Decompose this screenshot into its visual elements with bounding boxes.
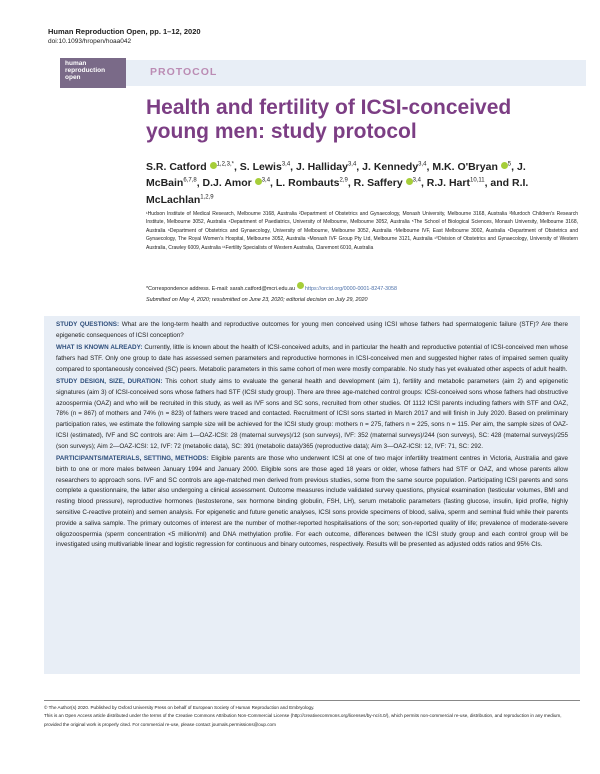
correspondence-text: *Correspondence address. E-mail: sarah.catford@mcri.edu.au <box>146 286 295 292</box>
license-text: This is an Open Access article distributed under the terms of the Creative Commons Attribution Non-Commercial License (http://creativecommons.org/licenses/by-nc/4.0/), which permits non-commercial re-use, distribution, and reproduction in any medium, provided the original work is properly cited. For commercial re-use, please contact journals.permissions@oup.com <box>44 713 562 727</box>
abstract-paragraph <box>56 377 568 453</box>
author-affiliation-marker: 6,7,8 <box>183 177 197 184</box>
abstract-paragraph <box>56 343 568 375</box>
author-name: J. Kennedy <box>362 160 419 173</box>
orcid-link[interactable]: https://orcid.org/0000-0001-8247-3058 <box>305 286 398 292</box>
author-affiliation-marker: 10,11 <box>469 177 485 184</box>
logo-line: open <box>65 74 81 81</box>
author <box>362 161 429 173</box>
footer-divider <box>44 700 580 701</box>
author-affiliation-marker: 3,4 <box>418 161 427 167</box>
author-name: S. Lewis <box>239 160 282 173</box>
author-separator: , <box>196 177 200 189</box>
author-affiliation-marker: 3,4 <box>261 177 271 184</box>
author <box>296 161 359 173</box>
orcid-icon[interactable] <box>406 178 413 185</box>
author-affiliation-marker: 3,4 <box>412 177 421 184</box>
author-affiliation-marker: 2,9 <box>339 177 348 184</box>
author-affiliation-marker: 1,2,9 <box>200 194 214 200</box>
abstract-text: This cohort study aims to evaluate the general health and development (aim 1), fertility and metabolic parameters (aim 2) and epigenetic signatures (aim 3) of ICSI-conceived sons whose fathers had STF (ICSI study group). There are three age-matched control groups: ICSI-conceived sons whose fathers had obstructive azoospermia (OAZ) and who will be recruited in this study, as well as IVF sons and SC sons, recruited from other studies. Of 1112 ICSI parents including fathers with STF and OAZ, 78% (n = 867) of mothers and 74% (n = 823) of fathers were traced and contacted. Recruitment of ICSI sons started in March 2017 and will finish in July 2020. Based on preliminary participation rates, we estimate the following sample size will be achieved for the ICSI study group: mothers n = 275, fathers n = 225, sons n = 115. Per aim, the sample sizes of OAZ-ICSI (estimated), IVF and SC controls are: Aim 1—OAZ-ICSI: 28 (maternal surveys)/12 (son surveys), IVF: 352 (maternal surveys)/244 (son surveys), SC: 428 (maternal surveys)/255 (son surveys); Aim 2—OAZ-ICSI: 12, IVF: 72 (metabolic data), SC: 391 (metabolic data)/365 (reproductive data); Aim 3—OAZ-ICSI: 12, IVF: 71, SC: 292. <box>56 377 568 450</box>
author-name: J. Halliday <box>296 160 348 173</box>
author-separator: , <box>356 160 360 173</box>
author-affiliation-marker: 1,2,3,* <box>216 161 234 167</box>
author-separator: , <box>233 160 237 173</box>
orcid-icon[interactable] <box>255 178 262 185</box>
abstract-paragraph <box>56 454 568 551</box>
author <box>427 177 509 189</box>
author-name: J. McBain <box>146 160 526 189</box>
author-name: L. Rombauts <box>275 177 340 189</box>
author <box>240 161 293 173</box>
copyright-line: © The Author(s) 2020. Published by Oxford University Press on behalf of European Society of Human Reproduction and Embryology. <box>44 705 315 710</box>
author-separator: , <box>290 160 294 173</box>
orcid-icon[interactable] <box>210 162 217 169</box>
author <box>354 177 424 189</box>
author-name: D.J. Amor <box>202 177 252 189</box>
author-affiliation-marker: 3,4 <box>281 161 291 167</box>
author-separator: , <box>420 177 424 189</box>
abstract-label: STUDY DESIGN, SIZE, DURATION: <box>56 377 163 385</box>
author-list <box>146 157 576 207</box>
author <box>203 177 273 189</box>
author-separator: , <box>270 177 273 189</box>
author-name: M.K. O'Bryan <box>432 160 498 173</box>
author-affiliation-marker: 5 <box>507 161 512 167</box>
author-name: R.J. Hart <box>426 177 470 189</box>
abstract-text: Eligible parents are those who underwent ICSI at one of two major infertility treatment centres in Victoria, Australia and gave birth to one or more males between January 1994 and January 2000. Eligible sons are those aged 18 years or older, whose fathers had STF or OAZ, and whose parents allow researchers to approach sons. IVF and SC controls are age-matched men derived from previous studies, some from the same source population. Participating ICSI parents and sons complete a questionnaire, the latter also undergoing a clinical assessment. Outcome measures include validated survey questions, physical examination (testicular volumes, BMI and resting blood pressure), reproductive hormones (testosterone, sex hormone binding globulin, FSH, LH), serum metabolic parameters (fasting glucose, insulin, lipid profile, highly sensitive C-reactive protein) and semen analysis. For epigenetic and future genetic analyses, ICSI sons provide specimens of blood, saliva, sperm and seminal fluid while their parents provide a saliva sample. The primary outcomes of interest are the number of mother-reported hospitalisations of the son; son-reported quality of life; prevalence of moderate-severe oligozoospermia (sperm concentration <5 million/ml) and DNA methylation profile. For each outcome, differences between the ICSI study group and each control group will be investigated using multivariable linear and logistic regression for continuous and binary outcomes, respectively. Results will be presented as adjusted odds ratios and 95% CIs. <box>56 455 569 549</box>
author-separator: , <box>511 160 515 173</box>
abstract-box <box>44 316 580 674</box>
orcid-icon <box>297 282 304 289</box>
abstract-paragraph <box>56 320 568 342</box>
author-name: R.I. McLachlan <box>146 177 529 206</box>
author <box>432 161 514 173</box>
abstract-text: Currently, little is known about the health of ICSI-conceived adults, and in particular the health and reproductive potential of ICSI-conceived men whose fathers had STF. Only one group to date has assessed semen parameters and reproductive hormones in ICSI-conceived men and suggested higher rates of impaired semen quality compared to spontaneously conceived (SC) peers. Metabolic parameters in this same cohort of men were mostly comparable. No study has yet evaluated other aspects of adult health. <box>56 344 569 373</box>
logo-line: human <box>65 60 87 67</box>
abstract-label: PARTICIPANTS/MATERIALS, SETTING, METHODS: <box>56 455 209 463</box>
author-separator: , and <box>484 177 510 189</box>
doi[interactable]: doi:10.1093/hropen/hoaa042 <box>48 38 132 45</box>
article-title: Health and fertility of ICSI-conceived young men: study protocol <box>146 96 512 143</box>
journal-logo <box>60 58 126 88</box>
author-separator: , <box>426 160 430 173</box>
affiliations: ¹Hudson Institute of Medical Research, Melbourne 3168, Australia ²Department of Obstetrics and Gynaecology, Monash University, Melbourne 3168, Australia ³Murdoch Children's Research Institute, Melbourne 3052, Australia ⁴Department of Paediatrics, University of Melbourne, Melbourne 3052, Australia ⁵The School of Biological Sciences, Monash University, Melbourne 3168, Australia ⁶Department of Obstetrics and Gynaecology, University of Melbourne, Melbourne 3052, Australia ⁷Melbourne IVF, East Melbourne 3002, Australia ⁸Department of Obstetrics and Gynaecology, The Royal Women's Hospital, Melbourne 3052, Australia ⁹Monash IVF Group Pty Ltd, Melbourne 3121, Australia ¹⁰Division of Obstetrics and Gynaecology, University of Western Australia, Crawley 6009, Australia ¹¹Fertility Specialists of Western Australia, Claremont 6010, Australia <box>146 211 578 251</box>
journal-citation: Human Reproduction Open, pp. 1–12, 2020 <box>48 27 201 36</box>
abstract-label: WHAT IS KNOWN ALREADY: <box>56 344 143 352</box>
author-name: R. Saffery <box>353 177 403 189</box>
abstract-text: What are the long-term health and reproductive outcomes for young men conceived using ICSI whose fathers had spermatogenic failure (STF)? Are there epigenetic consequences of ICSI conception? <box>56 321 568 339</box>
submission-dates: Submitted on May 4, 2020; resubmitted on June 23, 2020; editorial decision on July 29, 2020 <box>146 297 368 303</box>
author <box>146 161 237 173</box>
section-label: PROTOCOL <box>150 66 218 78</box>
author <box>276 177 351 189</box>
orcid-icon[interactable] <box>501 162 508 169</box>
license-footer <box>44 704 580 729</box>
author-separator: , <box>347 177 351 189</box>
logo-line: reproduction <box>65 67 106 74</box>
correspondence <box>146 282 578 292</box>
author-name: S.R. Catford <box>146 160 207 173</box>
author-affiliation-marker: 3,4 <box>347 161 357 167</box>
abstract-label: STUDY QUESTIONS: <box>56 321 120 328</box>
